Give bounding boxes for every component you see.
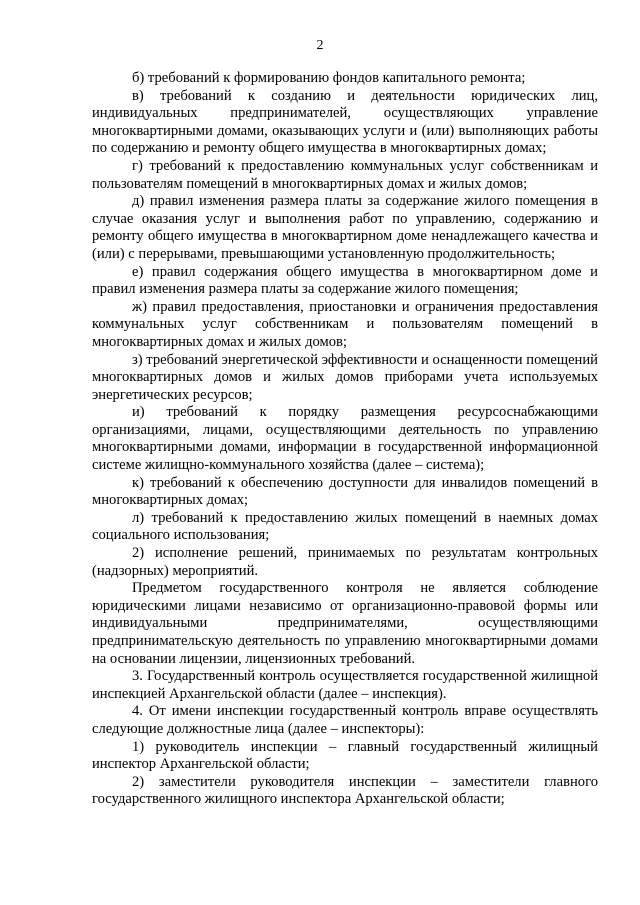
paragraph-section-3: 3. Государственный контроль осуществляется государственной жилищной инспекцией Архангельской области (далее – инспекция). — [92, 668, 598, 702]
paragraph-e: е) правил содержания общего имущества в многоквартирном доме и правил изменения размера платы за содержание жилого помещения; — [92, 263, 598, 298]
page-number: 2 — [316, 38, 324, 53]
paragraph-i: и) требований к порядку размещения ресурсоснабжающими организациями, лицами, осуществляющими деятельность по управлению многоквартирными домами, информации в государственной информационной системе жилищно-коммунального хозяйства (далее – система); — [92, 404, 598, 474]
paragraph-k: к) требований к обеспечению доступности для инвалидов помещений в многоквартирных домах; — [92, 474, 598, 509]
paragraph-zh: ж) правил предоставления, приостановки и ограничения предоставления коммунальных услуг собственникам и пользователям помещений в многоквартирных домах и жилых домов; — [92, 298, 598, 350]
paragraph-officials-1: 1) руководитель инспекции – главный государственный жилищный инспектор Архангельской области; — [92, 738, 598, 773]
paragraph-g: г) требований к предоставлению коммунальных услуг собственникам и пользователям помещений в многоквартирных домах и жилых домов; — [92, 157, 598, 192]
paragraph-d: д) правил изменения размера платы за содержание жилого помещения в случае оказания услуг и выполнения работ по управлению, содержанию и ремонту общего имущества в многоквартирном доме ненадлежащего качества и (или) с перерывами, превышающими установленную продолжительность; — [92, 193, 598, 262]
paragraph-subject-exclusion: Предметом государственного контроля не является соблюдение юридическими лицами независимо от организационно-правовой формы или индивидуальными предпринимателями, осуществляющими предпринимательскую деятельность по управлению многоквартирными домами на основании лицензии, лицензионных требований. — [92, 580, 598, 667]
paragraph-section-4: 4. От имени инспекции государственный контроль вправе осуществлять следующие должностные лица (далее – инспекторы): — [92, 703, 598, 737]
paragraph-b: б) требований к формированию фондов капитального ремонта; — [132, 70, 526, 86]
paragraph-v: в) требований к созданию и деятельности юридических лиц, индивидуальных предпринимателей, осуществляющих управление многоквартирными домами, оказывающих услуги и (или) выполняющих работы по содержанию и ремонту общего имущества в многоквартирных домах; — [92, 87, 598, 157]
paragraph-z: з) требований энергетической эффективности и оснащенности помещений многоквартирных домов и жилых домов приборами учета используемых энергетических ресурсов; — [92, 351, 598, 403]
document-body — [92, 70, 598, 809]
paragraph-item-2: 2) исполнение решений, принимаемых по результатам контрольных (надзорных) мероприятий. — [92, 545, 598, 579]
paragraph-l: л) требований к предоставлению жилых помещений в наемных домах социального использования; — [92, 509, 598, 544]
paragraph-officials-2: 2) заместители руководителя инспекции – заместители главного государственного жилищного инспектора Архангельской области; — [92, 773, 598, 808]
